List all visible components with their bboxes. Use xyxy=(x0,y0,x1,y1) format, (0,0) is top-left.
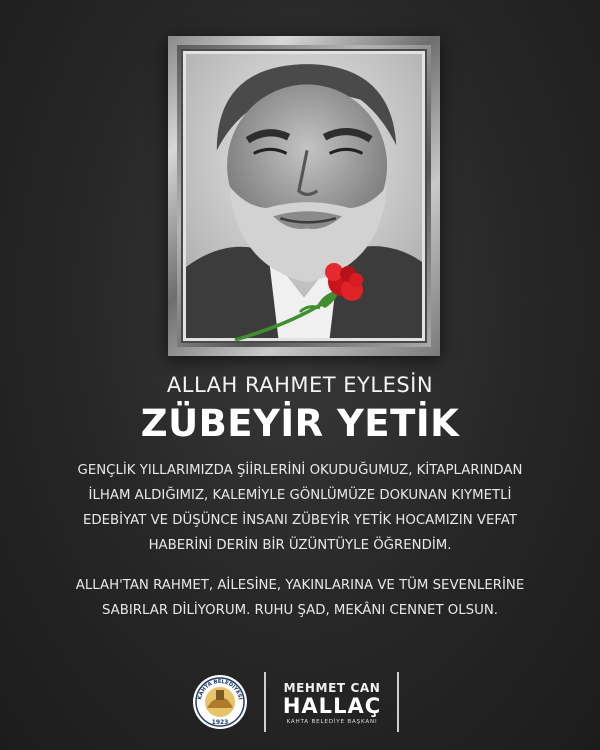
paragraph-line: GENÇLİK YILLARIMIZDA ŞİİRLERİNİ OKUDUĞUMUZ, KİTAPLARINDAN xyxy=(77,463,523,478)
seal-year: 1923 xyxy=(211,719,229,726)
paragraph-line: HABERİNİ DERİN BİR ÜZÜNTÜYLE ÖĞRENDİM. xyxy=(148,538,452,553)
paragraph-line: SABIRLAR DİLİYORUM. RUHU ŞAD, MEKÂNI CENNET OLSUN. xyxy=(101,603,499,618)
signature-footer xyxy=(0,670,600,736)
signer-first-name: MEHMET CAN xyxy=(283,681,381,695)
condolence-subtitle: ALLAH RAHMET EYLESİN xyxy=(166,373,434,397)
condolence-paragraph-2 xyxy=(40,573,560,623)
seal-text: KAHTA BELEDİYESİ xyxy=(197,678,243,701)
signer-last-name: HALLAÇ xyxy=(282,694,382,718)
paragraph-line: İLHAM ALDIĞIMIZ, KALEMİYLE GÖNLÜMÜZE DOKUNAN KIYMETLİ xyxy=(88,488,512,503)
footer-divider-left xyxy=(264,672,266,732)
municipality-seal-icon xyxy=(192,674,248,730)
condolence-paragraph-1 xyxy=(40,458,560,558)
paragraph-line: EDEBİYAT VE DÜŞÜNCE İNSANI ZÜBEYİR YETİK HOCAMIZIN VEFAT xyxy=(82,513,517,528)
signer-role: KAHTA BELEDİYE BAŞKANI xyxy=(286,719,378,725)
carnation-icon xyxy=(230,262,370,352)
paragraph-line: ALLAH'TAN RAHMET, AİLESİNE, YAKINLARINA VE TÜM SEVENLERİNE xyxy=(75,578,525,593)
deceased-name: ZÜBEYİR YETİK xyxy=(140,402,460,445)
footer-divider-right xyxy=(397,672,399,732)
